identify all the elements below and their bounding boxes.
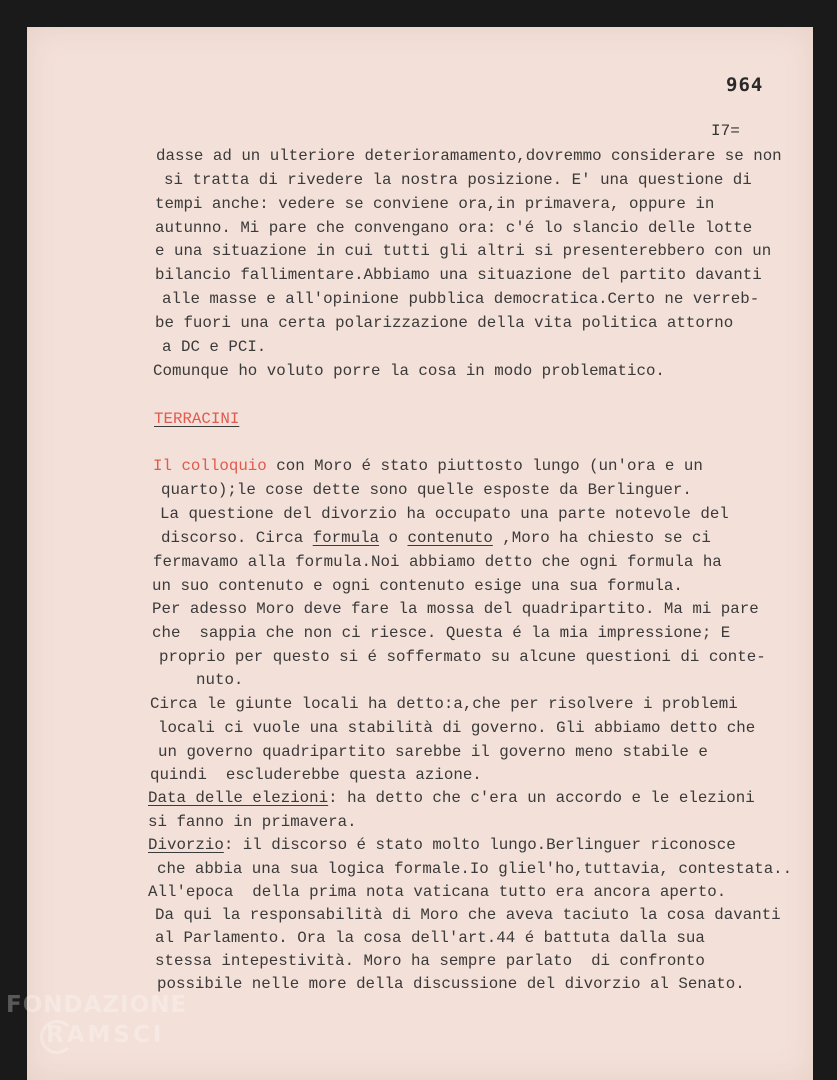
watermark-line: FONDAZIONE	[6, 992, 188, 1018]
text-line: proprio per questo si é soffermato su alcune questioni di conte-	[159, 648, 766, 666]
text-line: La questione del divorzio ha occupato una parte notevole del	[160, 505, 729, 523]
text-line: stessa intepestività. Moro ha sempre parlato di confronto	[155, 952, 705, 970]
text-line: Per adesso Moro deve fare la mossa del quadripartito. Ma mi pare	[152, 600, 759, 618]
text-line: al Parlamento. Ora la cosa dell'art.44 é battuta dalla sua	[155, 929, 705, 947]
text-line: quindi escluderebbe questa azione.	[150, 766, 482, 784]
underlined-word: contenuto	[407, 529, 493, 547]
text-line: possibile nelle more della discussione del divorzio al Senato.	[157, 975, 745, 993]
text-line: quarto);le cose dette sono quelle esposte da Berlinguer.	[161, 481, 692, 499]
text-line: dasse ad un ulteriore deterioramamento,dovremmo considerare se non	[156, 147, 782, 165]
text-line: a DC e PCI.	[162, 338, 267, 356]
text-line: nuto.	[196, 671, 244, 689]
watermark-line: RAMSCI	[46, 1022, 165, 1048]
text-line: autunno. Mi pare che convengano ora: c'é lo slancio delle lotte	[155, 219, 753, 237]
text-line: bilancio fallimentare.Abbiamo una situazione del partito davanti	[155, 266, 762, 284]
text-line: si tratta di rivedere la nostra posizione. E' una questione di	[164, 171, 752, 189]
text-line: Comunque ho voluto porre la cosa in modo problematico.	[153, 362, 665, 380]
text-line: Circa le giunte locali ha detto:a,che per risolvere i problemi	[150, 695, 738, 713]
text-line: che abbia una sua logica formale.Io gliel'ho,tuttavia, contestata..	[157, 860, 793, 878]
text-line: Divorzio: il discorso é stato molto lungo.Berlinguer riconosce	[148, 836, 736, 854]
text-line: si fanno in primavera.	[148, 813, 357, 831]
text-line: Da qui la responsabilità di Moro che aveva taciuto la cosa davanti	[155, 906, 781, 924]
text-line: Il colloquio con Moro é stato piuttosto lungo (un'ora e un	[153, 457, 703, 475]
underlined-word: formula	[312, 529, 380, 547]
text-line: un suo contenuto e ogni contenuto esige una sua formula.	[152, 577, 683, 595]
text-line: che sappia che non ci riesce. Questa é la mia impressione; E	[152, 624, 731, 642]
g-logo-icon	[40, 1020, 74, 1054]
text-line: tempi anche: vedere se conviene ora,in primavera, oppure in	[155, 195, 715, 213]
page-number: 964	[726, 74, 764, 96]
underlined-label: Data delle elezioni	[148, 789, 329, 807]
text-line: un governo quadripartito sarebbe il governo meno stabile e	[158, 743, 708, 761]
text-line: Data delle elezioni: ha detto che c'era un accordo e le elezioni	[148, 789, 755, 807]
section-marker: I7=	[711, 122, 740, 140]
underlined-label: Divorzio	[148, 836, 224, 854]
text-line: be fuori una certa polarizzazione della vita politica attorno	[155, 314, 734, 332]
text-line: e una situazione in cui tutti gli altri si presenterebbero con un	[155, 242, 772, 260]
text-line: locali ci vuole una stabilità di governo. Gli abbiamo detto che	[158, 719, 756, 737]
section-heading: TERRACINI	[154, 410, 240, 428]
text-line: All'epoca della prima nota vaticana tutto era ancora aperto.	[148, 883, 727, 901]
fondazione-gramsci-watermark	[6, 990, 187, 1050]
text-line: fermavamo alla formula.Noi abbiamo detto che ogni formula ha	[153, 553, 722, 571]
highlighted-phrase: Il colloquio	[153, 457, 267, 475]
text-line: discorso. Circa formula o contenuto ,Moro ha chiesto se ci	[161, 529, 711, 547]
text-line: alle masse e all'opinione pubblica democratica.Certo ne verreb-	[162, 290, 760, 308]
